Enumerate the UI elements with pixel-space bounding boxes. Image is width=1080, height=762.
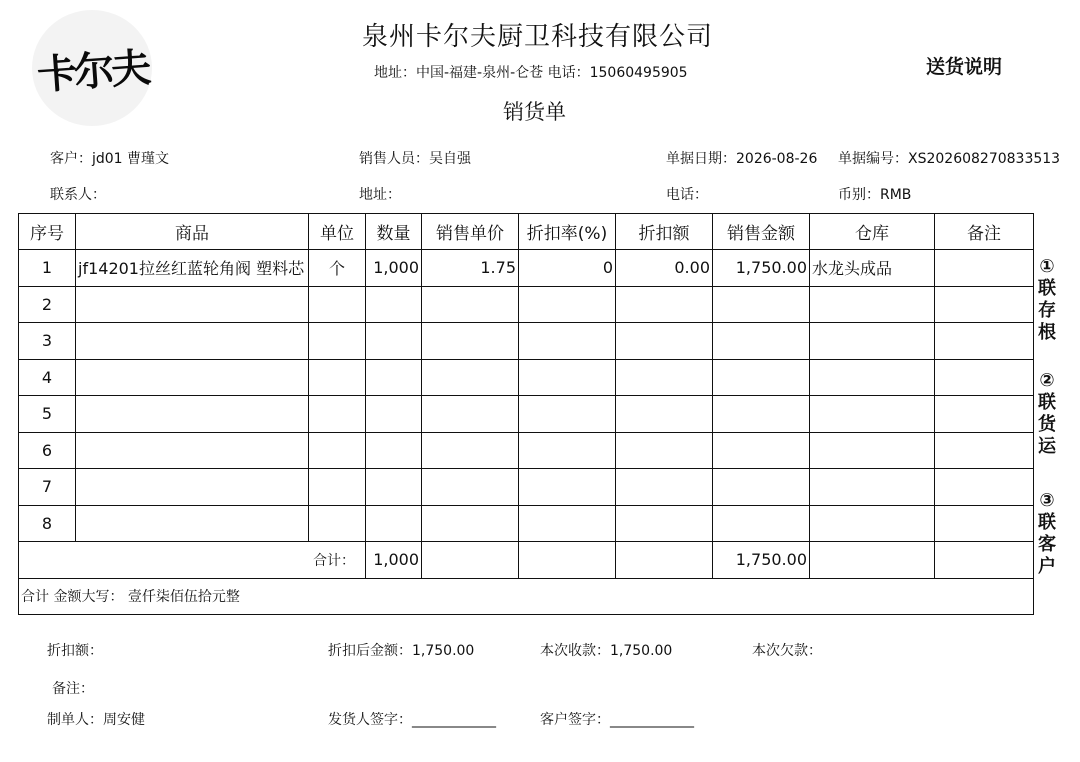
amount-words-row: [19, 578, 1034, 615]
salesperson-field: 销售人员：吴自强: [359, 151, 471, 167]
row-warehouse: [810, 469, 935, 506]
shipper-signature: 发货人签字：____________: [328, 712, 496, 728]
row-unit: 个: [309, 250, 366, 287]
row-unit: [309, 286, 366, 323]
table-header-row: [19, 214, 1034, 250]
row-product: [76, 286, 309, 323]
copy-label-shipping: ②联货运: [1038, 370, 1056, 457]
sales-table: [18, 213, 1034, 615]
delivery-note-title: 送货说明: [926, 56, 1003, 78]
row-qty: [366, 432, 422, 469]
total-amount: 1,750.00: [713, 542, 810, 579]
currency-field: 币别：RMB: [838, 187, 912, 203]
row-number: 3: [19, 323, 76, 360]
row-qty: 1,000: [366, 250, 422, 287]
row-discount: [616, 505, 713, 542]
footer-maker: 制单人：周安健: [47, 712, 145, 728]
header-product: 商品: [76, 214, 309, 250]
row-amount: [713, 286, 810, 323]
row-remark: [935, 323, 1034, 360]
row-price: [422, 359, 519, 396]
total-label: 合计：: [19, 542, 366, 579]
table-row: [19, 469, 1034, 506]
header-warehouse: 仓库: [810, 214, 935, 250]
document-date: 单据日期：2026-08-26: [666, 151, 818, 167]
row-price: 1.75: [422, 250, 519, 287]
row-product: [76, 432, 309, 469]
row-product: [76, 323, 309, 360]
row-qty: [366, 286, 422, 323]
table-row: [19, 250, 1034, 287]
row-remark: [935, 286, 1034, 323]
amount-in-words: 合计 金额大写： 壹仟柒佰伍拾元整: [19, 578, 1034, 615]
total-cell-empty: [422, 542, 519, 579]
row-remark: [935, 469, 1034, 506]
contact-field: 联系人：: [50, 187, 106, 203]
logo-text: 卡尔夫: [35, 43, 150, 99]
document-number: 单据编号：XS202608270833513: [838, 151, 1061, 167]
footer-received: 本次收款：1,750.00: [540, 643, 673, 659]
row-discount: [616, 323, 713, 360]
row-unit: [309, 505, 366, 542]
row-price: [422, 505, 519, 542]
row-product: [76, 469, 309, 506]
row-price: [422, 323, 519, 360]
row-rate: [519, 469, 616, 506]
row-warehouse: [810, 359, 935, 396]
copy-label-stub: ①联存根: [1038, 256, 1056, 343]
table-row: [19, 323, 1034, 360]
footer-remark: 备注：: [52, 681, 94, 697]
row-remark: [935, 396, 1034, 433]
row-unit: [309, 323, 366, 360]
header-remark: 备注: [935, 214, 1034, 250]
row-number: 6: [19, 432, 76, 469]
row-remark: [935, 359, 1034, 396]
header-unit: 单位: [309, 214, 366, 250]
row-unit: [309, 469, 366, 506]
total-qty: 1,000: [366, 542, 422, 579]
phone-field: 电话：: [666, 187, 708, 203]
table-row: [19, 396, 1034, 433]
row-remark: [935, 505, 1034, 542]
row-amount: [713, 469, 810, 506]
header-amount: 销售金额: [713, 214, 810, 250]
table-row: [19, 432, 1034, 469]
row-number: 7: [19, 469, 76, 506]
row-amount: [713, 505, 810, 542]
row-rate: [519, 505, 616, 542]
row-discount: [616, 469, 713, 506]
row-number: 4: [19, 359, 76, 396]
row-product: [76, 359, 309, 396]
row-warehouse: 水龙头成品: [810, 250, 935, 287]
row-number: 2: [19, 286, 76, 323]
row-price: [422, 469, 519, 506]
company-logo: [32, 10, 152, 126]
row-amount: [713, 359, 810, 396]
row-rate: [519, 286, 616, 323]
row-qty: [366, 469, 422, 506]
row-amount: [713, 323, 810, 360]
row-warehouse: [810, 396, 935, 433]
row-price: [422, 286, 519, 323]
row-qty: [366, 323, 422, 360]
row-discount: [616, 359, 713, 396]
row-unit: [309, 359, 366, 396]
row-rate: [519, 359, 616, 396]
row-discount: [616, 286, 713, 323]
header-rate: 折扣率(%): [519, 214, 616, 250]
row-discount: [616, 432, 713, 469]
header-qty: 数量: [366, 214, 422, 250]
total-cell-empty: [519, 542, 616, 579]
header-price: 销售单价: [422, 214, 519, 250]
row-rate: [519, 432, 616, 469]
row-product: jf14201拉丝红蓝轮角阀 塑料芯: [76, 250, 309, 287]
header-no: 序号: [19, 214, 76, 250]
row-rate: [519, 323, 616, 360]
row-warehouse: [810, 432, 935, 469]
row-discount: [616, 396, 713, 433]
row-rate: [519, 396, 616, 433]
row-warehouse: [810, 286, 935, 323]
row-unit: [309, 432, 366, 469]
row-product: [76, 505, 309, 542]
table-row: [19, 286, 1034, 323]
row-remark: [935, 250, 1034, 287]
document-title: 销货单: [503, 100, 566, 124]
row-qty: [366, 396, 422, 433]
company-address: 地址：中国-福建-泉州-仑苍 电话：15060495905: [374, 65, 688, 81]
address-field: 地址：: [359, 187, 401, 203]
table-row: [19, 505, 1034, 542]
row-amount: [713, 396, 810, 433]
row-discount: 0.00: [616, 250, 713, 287]
table-row: [19, 359, 1034, 396]
row-amount: 1,750.00: [713, 250, 810, 287]
row-qty: [366, 505, 422, 542]
row-number: 1: [19, 250, 76, 287]
company-name: 泉州卡尔夫厨卫科技有限公司: [362, 22, 714, 52]
footer-after-discount: 折扣后金额：1,750.00: [328, 643, 475, 659]
row-warehouse: [810, 323, 935, 360]
footer-discount: 折扣额：: [47, 643, 103, 659]
row-price: [422, 396, 519, 433]
total-cell-empty: [616, 542, 713, 579]
row-warehouse: [810, 505, 935, 542]
header-discount: 折扣额: [616, 214, 713, 250]
row-price: [422, 432, 519, 469]
total-cell-empty: [935, 542, 1034, 579]
row-unit: [309, 396, 366, 433]
row-rate: 0: [519, 250, 616, 287]
copy-label-customer: ③联客户: [1038, 490, 1056, 577]
row-number: 8: [19, 505, 76, 542]
row-remark: [935, 432, 1034, 469]
total-row: [19, 542, 1034, 579]
footer-owed: 本次欠款：: [752, 643, 822, 659]
total-cell-empty: [810, 542, 935, 579]
customer-signature: 客户签字：____________: [540, 712, 694, 728]
row-qty: [366, 359, 422, 396]
row-product: [76, 396, 309, 433]
customer-field: 客户：jd01 曹瑾文: [50, 151, 170, 167]
row-number: 5: [19, 396, 76, 433]
row-amount: [713, 432, 810, 469]
